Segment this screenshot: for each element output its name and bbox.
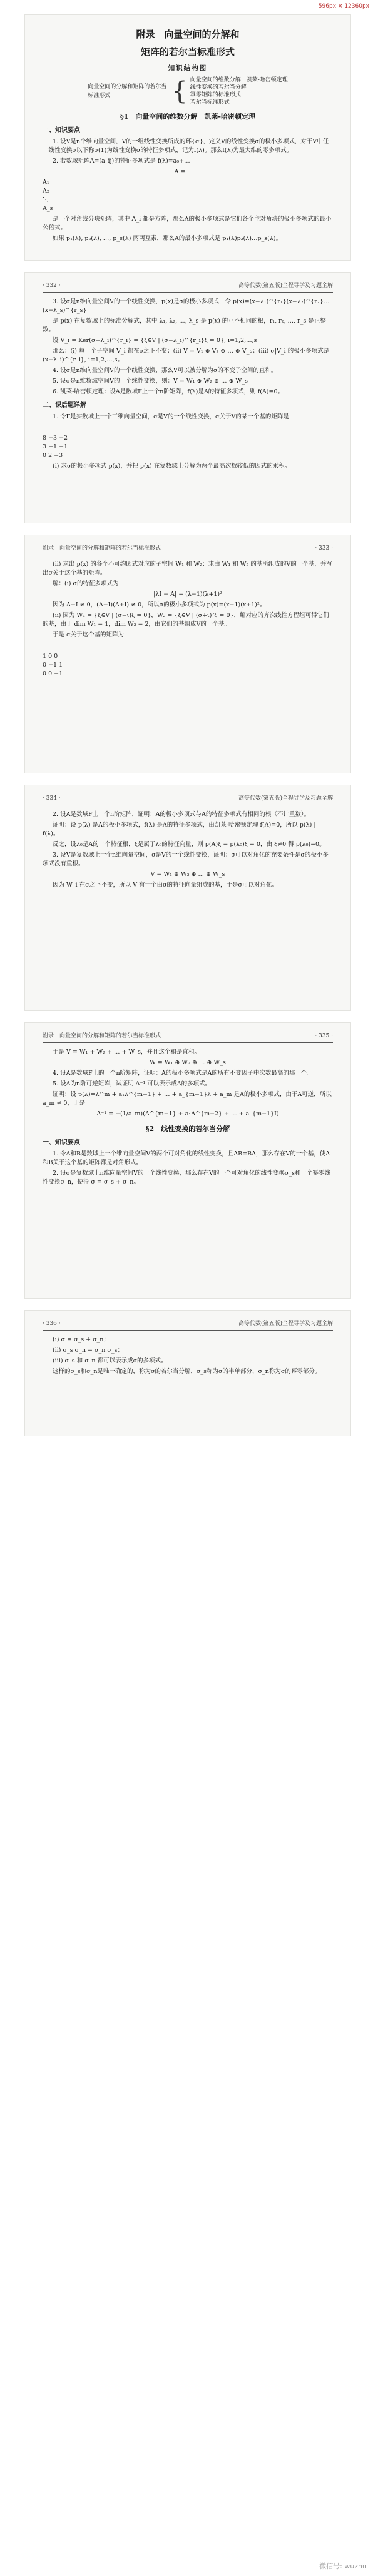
part-heading: 二、课后题详解 bbox=[43, 402, 86, 409]
page-number: · 333 · bbox=[315, 545, 333, 551]
wechat-watermark: 微信号: wuzhu bbox=[319, 2562, 367, 2570]
paragraph: 5. 设A为n阶可逆矩阵，试证明 A⁻¹ 可以表示成A的多项式。 bbox=[53, 1080, 212, 1087]
running-header bbox=[43, 1032, 333, 1043]
matrix-display bbox=[43, 423, 333, 432]
matrix-row: ⋱ bbox=[43, 196, 49, 203]
paragraph: 1. 设V是n个维向量空间，V的一组线性变换所成的环{σ}，定义V的线性变换σ的极小多项式，对于V中任一线性变换σ以下称σ(1)为线性变换σ的特征多项式，记为f(λ)。那么f(λ)为最大维的零多项式。 bbox=[43, 138, 329, 154]
running-header bbox=[43, 281, 333, 293]
running-header bbox=[43, 794, 333, 805]
paragraph: 解：(i) σ的特征多项式为 bbox=[53, 580, 119, 587]
page-number: · 332 · bbox=[43, 283, 61, 289]
paragraph: 4. 设A是数域F上的一个n阶矩阵，证明：A的极小多项式是A的所有不变因子中次数最高的那一个。 bbox=[53, 1070, 313, 1077]
paragraph: 证明：设 p(λ)=λ^m + a₁λ^{m−1} + … + a_{m−1}λ + a_m 是A的极小多项式，由于A可逆，所以 a_m ≠ 0，于是 bbox=[43, 1091, 332, 1107]
paragraph: 2. 设A是数域F上一个n阶矩阵，证明：A的极小多项式与A的特征多项式有相同的根（不计重数）。 bbox=[53, 811, 310, 818]
matrix-row: 0 −1 1 bbox=[43, 662, 63, 668]
paragraph: 2. 若数域矩阵A=(a_ij)的特征多项式是 f(λ)=a₀+… bbox=[53, 158, 190, 164]
running-header bbox=[43, 544, 333, 555]
matrix-row: 1 0 0 bbox=[43, 653, 58, 660]
paragraph: 1. 令F是实数域上一个三维向量空间，σ是V的一个线性变换，σ关于V的某一个基的矩阵是 bbox=[53, 413, 289, 420]
structure-heading: 知识结构图 bbox=[168, 64, 208, 72]
book-page-1 bbox=[25, 15, 350, 260]
knowledge-structure-diagram bbox=[43, 76, 333, 106]
book-title: 高等代数(第五版)全程导学及习题全解 bbox=[238, 1321, 333, 1327]
paragraph: 证明：设 p(λ) 是A的极小多项式，f(λ) 是A的特征多项式，由凯莱-哈密顿定理 f(A)=0，所以 p(λ) | f(λ)。 bbox=[43, 822, 316, 837]
part-heading: 一、知识要点 bbox=[43, 127, 80, 134]
matrix-row: 3 −1 −1 bbox=[43, 443, 68, 450]
appendix-title-line2: 矩阵的若尔当标准形式 bbox=[140, 46, 235, 58]
page-number: · 335 · bbox=[315, 1033, 333, 1039]
book-page-4 bbox=[25, 785, 350, 1010]
structure-item: 向量空间的维数分解 凯莱-哈密顿定理 bbox=[190, 77, 288, 83]
book-page-5 bbox=[25, 1023, 350, 1298]
chapter-title: 附录 向量空间的分解和矩阵的若尔当标准形式 bbox=[43, 545, 161, 551]
paragraph: 2. 设σ是复数域上n维向量空间V的一个线性变换，那么存在V的一个可对角化的线性变换σ_s和一个幂零线性变换σ_n，使得 σ = σ_s + σ_n。 bbox=[43, 1170, 331, 1185]
formula: V = W₁ ⊕ W₂ ⊕ … ⊕ W_s bbox=[150, 871, 225, 878]
paragraph: 如果 p₁(λ), p₂(λ), …, p_s(λ) 两两互素，那么A的最小多项式是 p₁(λ)p₂(λ)…p_s(λ)。 bbox=[53, 235, 282, 242]
chapter-title: 附录 向量空间的分解和矩阵的若尔当标准形式 bbox=[43, 1033, 161, 1039]
formula: |λI − A| = (λ−1)(λ+1)² bbox=[153, 591, 222, 598]
structure-item: 若尔当标准形式 bbox=[190, 99, 230, 106]
paragraph: 6. 凯莱-哈密顿定理：设A是数域F上一个n阶矩阵，f(λ)是A的特征多项式，则 f(A)=0。 bbox=[53, 388, 284, 395]
matrix-row: 8 −3 −2 bbox=[43, 435, 68, 441]
matrix-row: 0 0 −1 bbox=[43, 670, 63, 677]
paragraph: 设 V_i = Ker(σ−λ_i)^{r_i} = {ξ∈V | (σ−λ_i)^{r_i}ξ = 0}, i=1,2,…,s bbox=[53, 337, 257, 344]
structure-item: 幂零矩阵的标准形式 bbox=[190, 92, 241, 98]
page-number: · 334 · bbox=[43, 795, 61, 802]
paragraph: 因为 W_i 在σ之下不变，所以 V 有一个由σ的特征向量组成的基，于是σ可以对角化。 bbox=[53, 882, 278, 888]
paragraph: (i) σ = σ_s + σ_n； bbox=[53, 1336, 110, 1343]
paragraph: 因为 A−I ≠ 0，(A−I)(A+I) ≠ 0，所以σ的极小多项式为 p(x)=(x−1)(x+1)²。 bbox=[53, 601, 266, 608]
paragraph: (ii) 因为 W₁ = {ξ∈V | (σ−ι)ξ = 0}，W₂ = {ξ∈V | (σ+ι)²ξ = 0}，解对应的齐次线性方程组可得它们的基，由于 dim W₁ = 1，dim W₂ = 2，由它们的基组成V的一个基。 bbox=[43, 612, 329, 628]
paragraph: (ii) 求出 p(x) 的各个不可约因式对应的子空间 W₁ 和 W₂；求由 W₁ 和 W₂ 的基所组成的V的一个基，并写出σ关于这个基的矩阵。 bbox=[43, 561, 332, 576]
formula: W = W₁ ⊕ W₂ ⊕ … ⊕ W_s bbox=[150, 1059, 226, 1066]
section-title: §2 线性变换的若尔当分解 bbox=[145, 1125, 230, 1133]
paragraph: (i) 求σ的极小多项式 p(x)，并把 p(x) 在复数域上分解为两个最高次数较低的因式的乘积。 bbox=[53, 463, 291, 470]
matrix-row: A_s bbox=[43, 205, 53, 212]
paragraph: (iii) σ_s 和 σ_n 都可以表示成σ的多项式。 bbox=[53, 1357, 167, 1364]
structure-items bbox=[190, 76, 288, 106]
paragraph: 于是 σ关于这个基的矩阵为 bbox=[53, 631, 125, 638]
book-page-6 bbox=[25, 1311, 350, 1436]
paragraph: 1. 令A和B是数域上一个维向量空间V的两个可对角化的线性变换，且AB=BA，那么存在V的一个基，使A和B关于这个基的矩阵都是对角形式。 bbox=[43, 1150, 330, 1166]
appendix-title-line1: 附录 向量空间的分解和 bbox=[136, 29, 240, 40]
brace-icon: { bbox=[171, 77, 188, 106]
matrix-display bbox=[43, 641, 333, 650]
paragraph: 那么：(i) 每一个子空间 V_i 都在σ之下不变；(ii) V = V₁ ⊕ V₂ ⊕ … ⊕ V_s；(iii) σ|V_i 的极小多项式是 (x−λ_i)^{r_i}, i=1,2,…,s。 bbox=[43, 348, 330, 363]
matrix-row: A₁ bbox=[43, 179, 49, 186]
paragraph: 3. 设σ是n维向量空间V的一个线性变换，p(x)是σ的极小多项式，令 p(x)=(x−λ₁)^{r₁}(x−λ₂)^{r₂}…(x−λ_s)^{r_s} bbox=[43, 298, 330, 314]
paragraph: 反之，设λ₀是A的一个特征根，ξ是属于λ₀的特征向量，则 p(A)ξ = p(λ₀)ξ = 0，由 ξ≠0 得 p(λ₀)=0。 bbox=[53, 841, 325, 848]
part-heading: 一、知识要点 bbox=[43, 1139, 80, 1146]
running-header bbox=[43, 1319, 333, 1331]
paragraph: 是 p(x) 在复数域上的标准分解式，其中 λ₁, λ₂, …, λ_s 是 p(x) 的互不相同的根，r₁, r₂, …, r_s 是正整数。 bbox=[43, 318, 326, 333]
image-size-label: 596px × 12360px bbox=[318, 3, 369, 9]
block-matrix: A = bbox=[174, 168, 188, 175]
paragraph: 是一个对角线分块矩阵，其中 A_i 都是方阵，那么A的极小多项式是它们各个主对角块的极小多项式的最小公倍式。 bbox=[43, 216, 332, 231]
book-page-3 bbox=[25, 535, 350, 773]
paragraph: 4. 设σ是n维向量空间V的一个线性变换，那么V可以被分解为σ的不变子空间的直和。 bbox=[53, 367, 277, 374]
paragraph: 这样的σ_s和σ_n是唯一确定的，称为σ的若尔当分解，σ_s称为σ的半单部分，σ_n称为σ的幂零部分。 bbox=[53, 1368, 321, 1375]
page-number: · 336 · bbox=[43, 1321, 61, 1327]
matrix-row: 0 2 −3 bbox=[43, 452, 63, 459]
paragraph: (ii) σ_s σ_n = σ_n σ_s； bbox=[53, 1347, 123, 1354]
paragraph: 5. 设σ是n维数域空间V的一个线性变换，则：V = W₁ ⊕ W₂ ⊕ … ⊕ W_s bbox=[53, 378, 248, 385]
book-title: 高等代数(第五版)全程导学及习题全解 bbox=[238, 795, 333, 802]
matrix-row: A₂ bbox=[43, 188, 49, 194]
formula: A⁻¹ = −(1/a_m)(A^{m−1} + a₁A^{m−2} + … + a_{m−1}I) bbox=[96, 1110, 279, 1117]
section-title: §1 向量空间的维数分解 凯莱-哈密顿定理 bbox=[120, 113, 255, 121]
structure-item: 线性变换的若尔当分解 bbox=[190, 84, 247, 91]
book-page-2 bbox=[25, 273, 350, 523]
paragraph: 3. 设V是复数域上一个n维向量空间，σ是V的一个线性变换，证明：σ可以对角化的充要条件是σ的极小多项式没有重根。 bbox=[43, 852, 329, 867]
structure-root: 向量空间的分解和矩阵的若尔当标准形式 bbox=[88, 84, 167, 99]
paragraph: 于是 V = W₁ + W₂ + … + W_s，并且这个和是直和。 bbox=[53, 1049, 200, 1055]
book-title: 高等代数(第五版)全程导学及习题全解 bbox=[238, 283, 333, 289]
